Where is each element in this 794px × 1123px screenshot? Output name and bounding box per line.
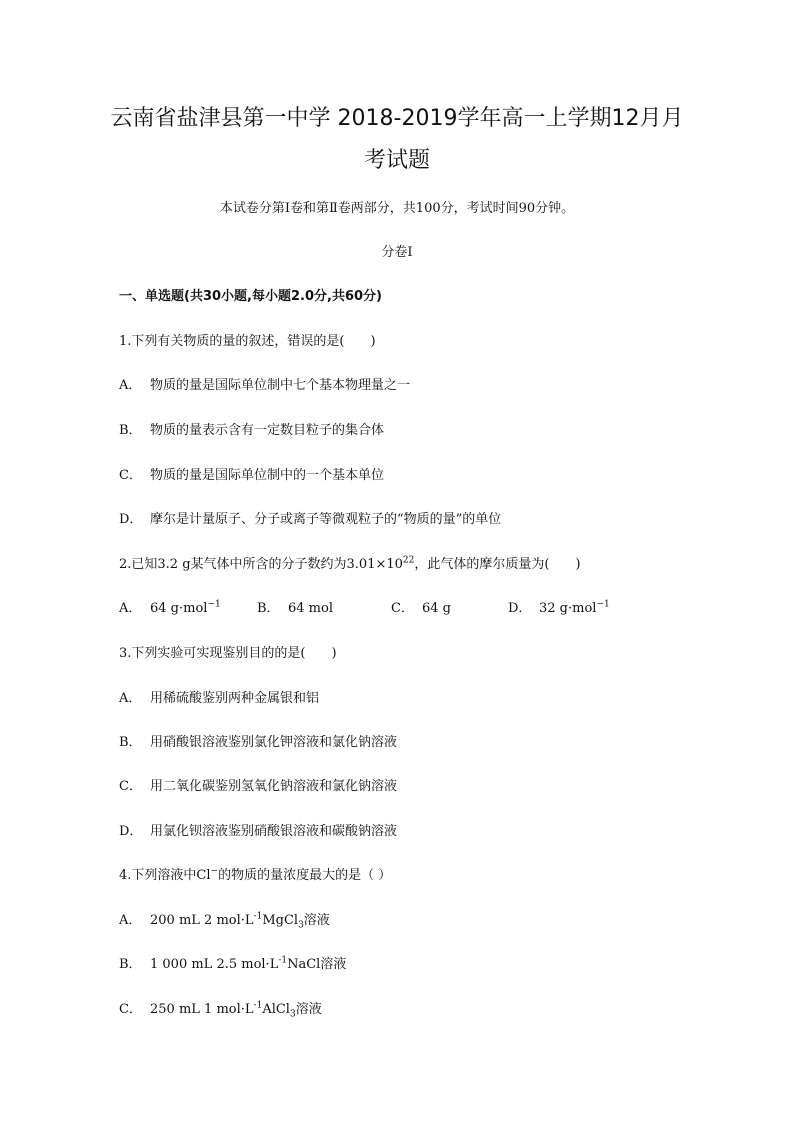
option-text: MgCl — [262, 913, 299, 928]
option-label: B． — [119, 423, 142, 438]
option-text: 用硝酸银溶液鉴别氯化钾溶液和氯化钠溶液 — [150, 735, 398, 750]
question-1-option-c — [119, 467, 384, 485]
question-4-stem — [119, 867, 391, 885]
question-2-stem — [119, 556, 581, 574]
exponent: -1 — [278, 955, 288, 966]
question-3-option-a — [119, 690, 319, 708]
option-text: 物质的量表示含有一定数目粒子的集合体 — [150, 423, 385, 438]
option-text: 用稀硫酸鉴别两种金属银和铝 — [150, 691, 320, 706]
option-text: 摩尔是计量原子、分子或离子等微观粒子的“物质的量”的单位 — [150, 512, 502, 527]
option-text: 溶液 — [303, 913, 330, 928]
question-2-option-d — [508, 600, 610, 618]
option-text: 1 000 mL 2.5 mol·L — [150, 957, 279, 972]
option-text: NaCl溶液 — [287, 957, 347, 972]
question-3-option-b — [119, 734, 397, 752]
exam-title-line1: 云南省盐津县第一中学 2018-2019学年高一上学期12月月 — [110, 106, 684, 131]
question-3-option-c — [119, 778, 397, 796]
exponent: −1 — [207, 599, 221, 610]
stem-text: 4.下列溶液中Cl — [119, 868, 211, 883]
question-3-stem: 3.下列实验可实现鉴别目的的是( ) — [119, 646, 337, 661]
option-text: AlCl — [262, 1002, 290, 1017]
question-1-option-d — [119, 511, 501, 529]
option-label: B． — [119, 735, 142, 750]
option-text: 64 mol — [288, 601, 333, 616]
option-text: 64 g — [422, 601, 451, 616]
stem-text: 2.已知3.2 g某气体中所含的分子数约为3.01×10 — [119, 557, 403, 572]
option-text: 用氯化钡溶液鉴别硝酸银溶液和碳酸钠溶液 — [150, 824, 398, 839]
option-label: B． — [257, 601, 280, 616]
exponent: -1 — [253, 911, 263, 922]
question-2-options — [119, 600, 679, 618]
stem-text: 的物质的量浓度最大的是（ ） — [218, 868, 392, 883]
stem-text: ，此气体的摩尔质量为( ) — [414, 557, 581, 572]
option-text: 物质的量是国际单位制中的一个基本单位 — [150, 468, 385, 483]
question-1-option-b — [119, 422, 384, 440]
question-1-option-a — [119, 377, 410, 395]
option-label: A． — [119, 913, 142, 928]
option-text: 250 mL 1 mol·L — [150, 1002, 254, 1017]
question-4-option-c — [119, 1001, 322, 1019]
question-4-option-a — [119, 912, 330, 930]
option-label: A． — [119, 691, 142, 706]
question-1-stem: 1.下列有关物质的量的叙述，错误的是( ) — [119, 334, 376, 349]
exponent: −1 — [596, 599, 610, 610]
question-4-option-b — [119, 956, 346, 974]
subscript: 3 — [298, 920, 304, 931]
exam-intro: 本试卷分第Ⅰ卷和第Ⅱ卷两部分，共100分，考试时间90分钟。 — [219, 201, 575, 216]
question-2-option-c — [391, 600, 451, 618]
option-text: 32 g·mol — [539, 601, 597, 616]
option-text: 用二氧化碳鉴别氢氧化钠溶液和氯化钠溶液 — [150, 779, 398, 794]
option-label: C． — [119, 1002, 142, 1017]
question-2-option-a — [119, 600, 221, 618]
option-label: A． — [119, 378, 142, 393]
option-label: B． — [119, 957, 142, 972]
volume-label: 分卷I — [381, 245, 413, 260]
option-label: D． — [119, 824, 143, 839]
subscript: 3 — [289, 1009, 296, 1020]
exam-title-line2: 考试题 — [363, 148, 430, 173]
option-label: D． — [508, 601, 532, 616]
option-text: 64 g·mol — [150, 601, 208, 616]
exponent: 22 — [402, 555, 415, 566]
option-label: C． — [391, 601, 414, 616]
option-label: A． — [119, 601, 142, 616]
option-label: C． — [119, 468, 142, 483]
exponent: − — [210, 866, 219, 877]
option-text: 物质的量是国际单位制中七个基本物理量之一 — [150, 378, 411, 393]
option-label: D． — [119, 512, 143, 527]
option-label: C． — [119, 779, 142, 794]
question-2-option-b — [257, 600, 333, 618]
option-text: 溶液 — [295, 1002, 322, 1017]
exponent: -1 — [253, 1000, 263, 1011]
option-text: 200 mL 2 mol·L — [150, 913, 254, 928]
question-3-option-d — [119, 823, 397, 841]
section-heading: 一、单选题(共30小题,每小题2.0分,共60分) — [119, 289, 382, 304]
